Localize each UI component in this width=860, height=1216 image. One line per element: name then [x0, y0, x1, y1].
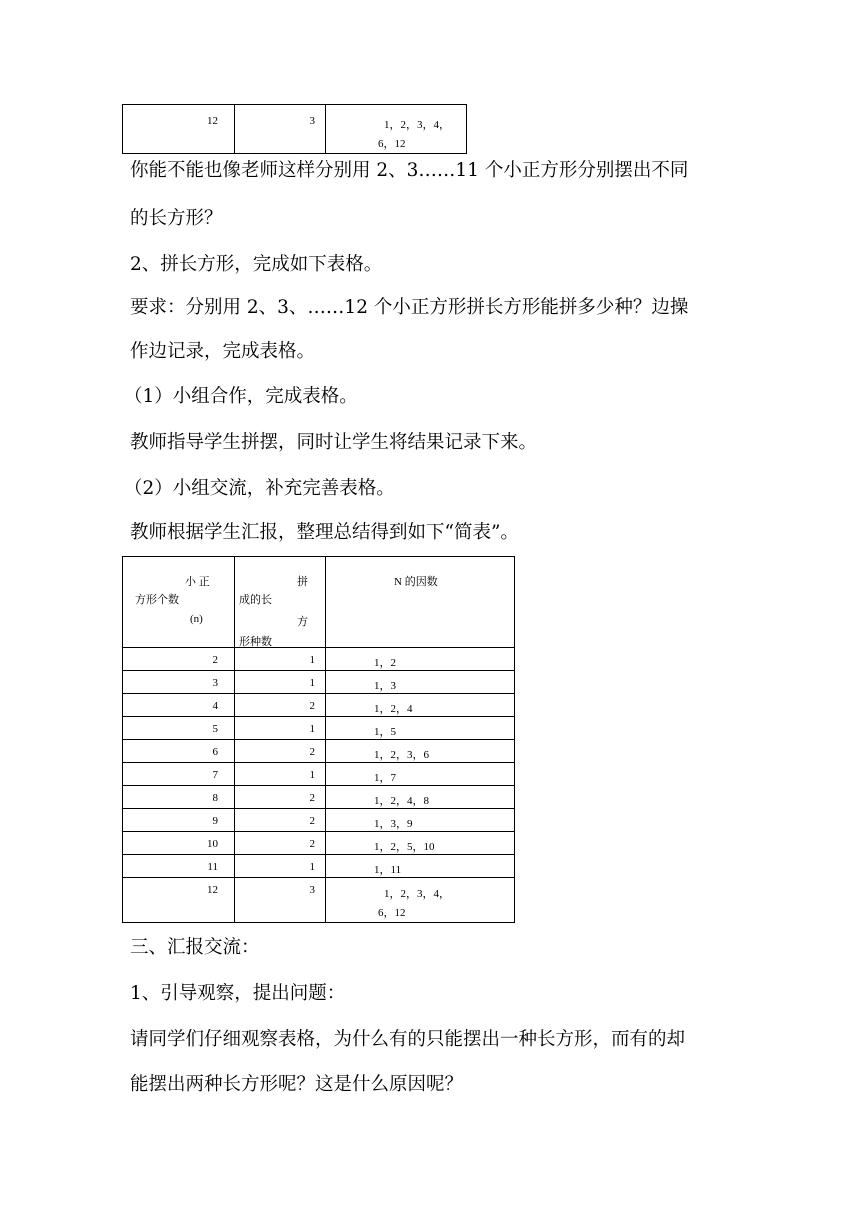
table-cell-count: 2: [235, 740, 326, 763]
table-cell-n: 4: [123, 694, 235, 717]
table-cell-count: 3: [235, 878, 326, 923]
table-cell-factors: 1，2，5，10: [326, 832, 515, 855]
table-row: [123, 832, 515, 855]
table-cell-count: 2: [235, 786, 326, 809]
table-cell-factors: 1，2，3，6: [326, 740, 515, 763]
table-cell-count: 1: [235, 648, 326, 671]
top-table-fragment: [122, 104, 467, 154]
paragraph: 教师根据学生汇报，整理总结得到如下“简表”。: [130, 522, 519, 543]
table-cell-count: 1: [235, 671, 326, 694]
table-cell-count: 1: [235, 717, 326, 740]
table-row: [123, 671, 515, 694]
table-cell-n: 11: [123, 855, 235, 878]
table-cell-n: 2: [123, 648, 235, 671]
paragraph: 1、引导观察，提出问题：: [130, 983, 346, 1004]
table-row: [123, 809, 515, 832]
table-cell-factors: 1，3，9: [326, 809, 515, 832]
header-cell-factors: N 的因数: [326, 557, 515, 648]
table-row: [123, 878, 515, 923]
table-cell-count: 1: [235, 763, 326, 786]
table-row: [123, 786, 515, 809]
table-cell-factors: 1，5: [326, 717, 515, 740]
table-cell-factors: 1，2: [326, 648, 515, 671]
table-cell-n: 12: [123, 878, 235, 923]
header-cell-count: 拼 成的长 方 形种数: [235, 557, 326, 648]
table-row: [123, 740, 515, 763]
paragraph: 要求：分别用 2、3、……12 个小正方形拼长方形能拼多少种？边操: [130, 297, 689, 318]
table-cell-factors: 1，11: [326, 855, 515, 878]
table-cell-count: 2: [235, 832, 326, 855]
table-cell-n: 12: [123, 105, 235, 154]
table-cell-count: 2: [235, 694, 326, 717]
table-cell-count: 1: [235, 855, 326, 878]
header-cell-n: 小 正 方形个数 (n): [123, 557, 235, 648]
table-header-row: [123, 557, 515, 648]
table-row: [123, 105, 467, 154]
paragraph: 能摆出两种长方形呢？这是什么原因呢？: [130, 1074, 464, 1095]
table-cell-n: 5: [123, 717, 235, 740]
table-row: [123, 694, 515, 717]
table-row: [123, 855, 515, 878]
table-cell-n: 10: [123, 832, 235, 855]
table-cell-factors: 1，7: [326, 763, 515, 786]
table-cell-factors: 1，3: [326, 671, 515, 694]
paragraph: 教师指导学生拼摆，同时让学生将结果记录下来。: [130, 432, 538, 453]
section-heading: 三、汇报交流：: [130, 937, 260, 958]
table-row: [123, 717, 515, 740]
table-cell-n: 3: [123, 671, 235, 694]
table-cell-n: 9: [123, 809, 235, 832]
table-cell-n: 8: [123, 786, 235, 809]
table-cell-count: 2: [235, 809, 326, 832]
table-cell-n: 7: [123, 763, 235, 786]
paragraph: 作边记录，完成表格。: [130, 341, 316, 362]
paragraph: 的长方形？: [130, 208, 223, 229]
table-cell-factors: 1，2，4: [326, 694, 515, 717]
paragraph: 2、拼长方形，完成如下表格。: [130, 254, 383, 275]
table-cell-factors: 1，2，3，4， 6，12: [326, 105, 467, 154]
paragraph: 请同学们仔细观察表格，为什么有的只能摆出一种长方形，而有的却: [130, 1029, 686, 1050]
paragraph: （1）小组合作，完成表格。: [124, 386, 358, 407]
table-row: [123, 763, 515, 786]
table-cell-n: 6: [123, 740, 235, 763]
paragraph: 你能不能也像老师这样分别用 2、3……11 个小正方形分别摆出不同: [130, 160, 689, 181]
table-cell-factors: 1，2，4，8: [326, 786, 515, 809]
table-cell-count: 3: [235, 105, 326, 154]
table-cell-factors: 1，2，3，4， 6，12: [326, 878, 515, 923]
table-row: [123, 648, 515, 671]
paragraph: （2）小组交流，补充完善表格。: [124, 478, 395, 499]
factors-table: [122, 556, 515, 923]
